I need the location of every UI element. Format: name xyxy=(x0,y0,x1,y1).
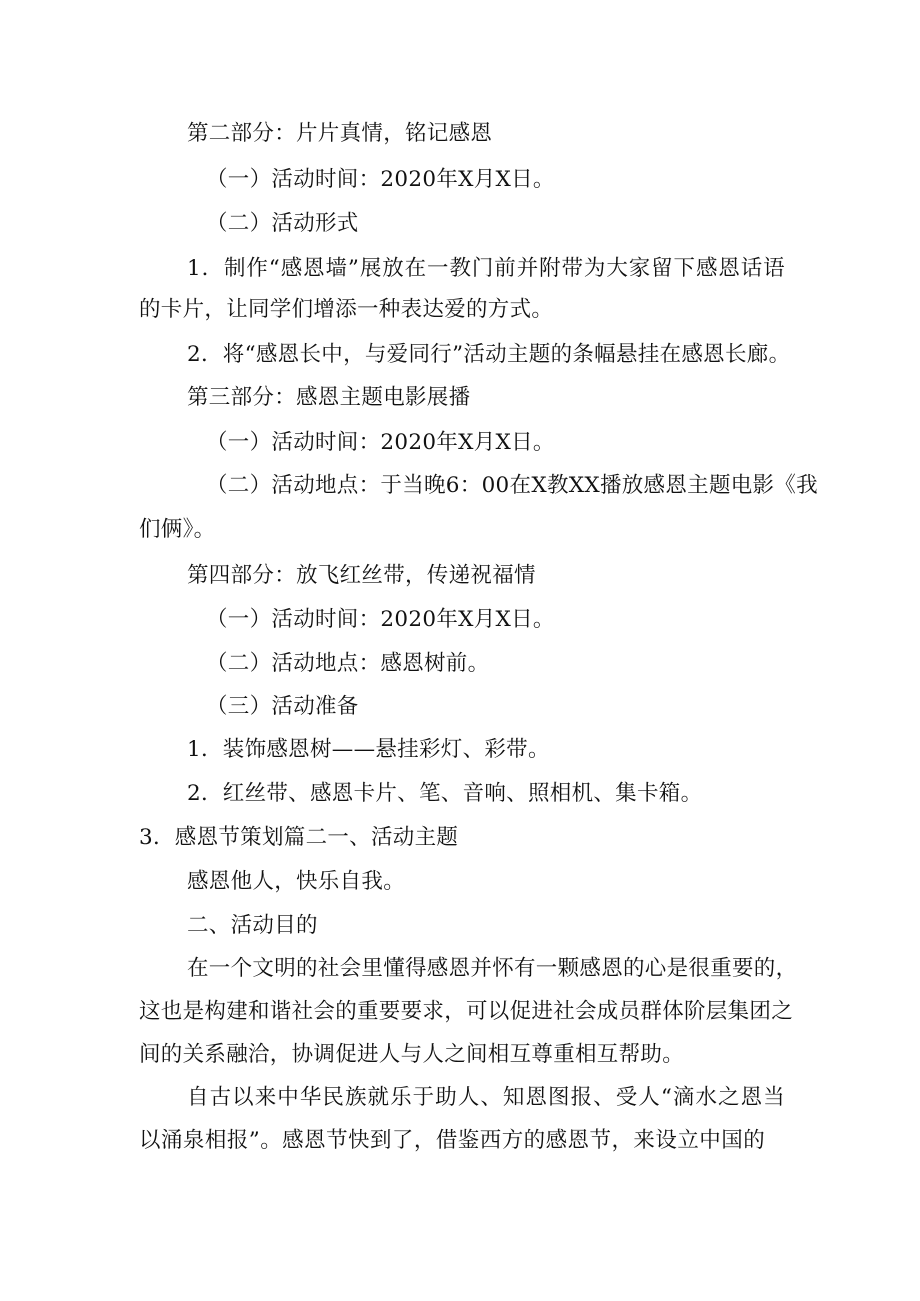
paragraph-line: 以涌泉相报”。感恩节快到了，借鉴西方的感恩节，来设立中国的 xyxy=(139,1128,765,1153)
paragraph-line: 间的关系融洽，协调促进人与人之间相互尊重相互帮助。 xyxy=(139,1042,685,1067)
activity-preparation-heading: （三）活动准备 xyxy=(206,694,359,719)
purpose-heading: 二、活动目的 xyxy=(187,913,318,938)
section-heading-part-three: 第三部分：感恩主题电影展播 xyxy=(187,385,471,410)
activity-location-line: （二）活动地点：感恩树前。 xyxy=(206,651,490,676)
activity-time-line: （一）活动时间：2020年X月X日。 xyxy=(206,430,555,455)
article-two-heading: 3．感恩节策划篇二一、活动主题 xyxy=(139,825,459,850)
paragraph-line: 1．制作“感恩墙”展放在一教门前并附带为大家留下感恩话语 xyxy=(187,256,785,281)
section-heading-part-four: 第四部分：放飞红丝带，传递祝福情 xyxy=(187,563,536,588)
paragraph-line: 这也是构建和谐社会的重要要求，可以促进社会成员群体阶层集团之 xyxy=(139,999,794,1024)
activity-form-heading: （二）活动形式 xyxy=(206,211,359,236)
section-heading-part-two: 第二部分：片片真情，铭记感恩 xyxy=(187,121,493,146)
paragraph-line: 2．将“感恩长中，与爱同行”活动主题的条幅悬挂在感恩长廊。 xyxy=(187,342,791,367)
paragraph-line: 的卡片，让同学们增添一种表达爱的方式。 xyxy=(139,297,554,322)
activity-time-line: （一）活动时间：2020年X月X日。 xyxy=(206,607,555,632)
paragraph-line: 们俩》。 xyxy=(139,517,216,542)
activity-time-line: （一）活动时间：2020年X月X日。 xyxy=(206,167,555,192)
list-item: 2．红丝带、感恩卡片、笔、音响、照相机、集卡箱。 xyxy=(187,781,703,806)
paragraph-line: 自古以来中华民族就乐于助人、知恩图报、受人“滴水之恩当 xyxy=(187,1085,785,1110)
activity-location-line: （二）活动地点：于当晚6：00在X教XX播放感恩主题电影《我 xyxy=(206,473,818,498)
paragraph-line: 在一个文明的社会里懂得感恩并怀有一颗感恩的心是很重要的， xyxy=(187,956,798,981)
theme-line: 感恩他人，快乐自我。 xyxy=(187,869,406,894)
list-item: 1．装饰感恩树——悬挂彩灯、彩带。 xyxy=(187,737,550,762)
